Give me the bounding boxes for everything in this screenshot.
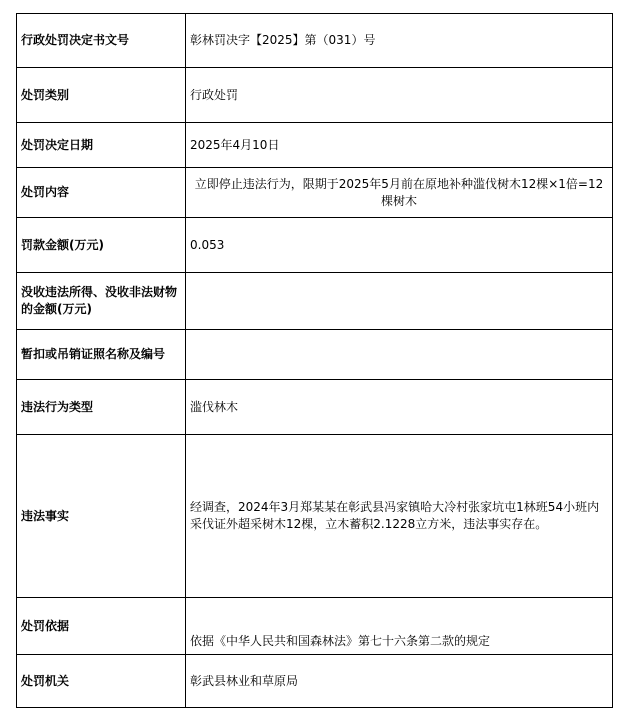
row-label: 处罚依据 <box>17 598 186 655</box>
table-row <box>17 14 613 68</box>
row-label: 处罚机关 <box>17 655 186 708</box>
table-row <box>17 435 613 598</box>
table-row <box>17 68 613 123</box>
row-value: 0.053 <box>186 218 613 273</box>
row-label: 处罚类别 <box>17 68 186 123</box>
row-label: 违法行为类型 <box>17 380 186 435</box>
row-label: 暂扣或吊销证照名称及编号 <box>17 330 186 380</box>
row-value: 经调查，2024年3月郑某某在彰武县冯家镇哈大冷村张家坑屯1林班54小班内采伐证外超采树木12棵，立木蓄积2.1228立方米，违法事实存在。 <box>186 435 613 598</box>
row-value: 2025年4月10日 <box>186 123 613 168</box>
table-row <box>17 655 613 708</box>
row-label: 行政处罚决定书文号 <box>17 14 186 68</box>
row-label: 罚款金额(万元) <box>17 218 186 273</box>
row-value: 彰武县林业和草原局 <box>186 655 613 708</box>
row-value: 彰林罚决字【2025】第（031）号 <box>186 14 613 68</box>
table-row <box>17 273 613 330</box>
row-value: 滥伐林木 <box>186 380 613 435</box>
row-value: 行政处罚 <box>186 68 613 123</box>
table-row <box>17 218 613 273</box>
row-value: 立即停止违法行为，限期于2025年5月前在原地补种滥伐树木12棵×1倍=12棵树木 <box>186 168 613 218</box>
table-row <box>17 380 613 435</box>
table-row <box>17 598 613 655</box>
table-row <box>17 168 613 218</box>
row-label: 处罚决定日期 <box>17 123 186 168</box>
row-value <box>186 330 613 380</box>
penalty-info-table <box>16 13 613 708</box>
row-value <box>186 273 613 330</box>
row-value: 依据《中华人民共和国森林法》第七十六条第二款的规定 <box>186 598 613 655</box>
row-label: 没收违法所得、没收非法财物的金额(万元) <box>17 273 186 330</box>
table-row <box>17 330 613 380</box>
row-label: 处罚内容 <box>17 168 186 218</box>
table-row <box>17 123 613 168</box>
row-label: 违法事实 <box>17 435 186 598</box>
